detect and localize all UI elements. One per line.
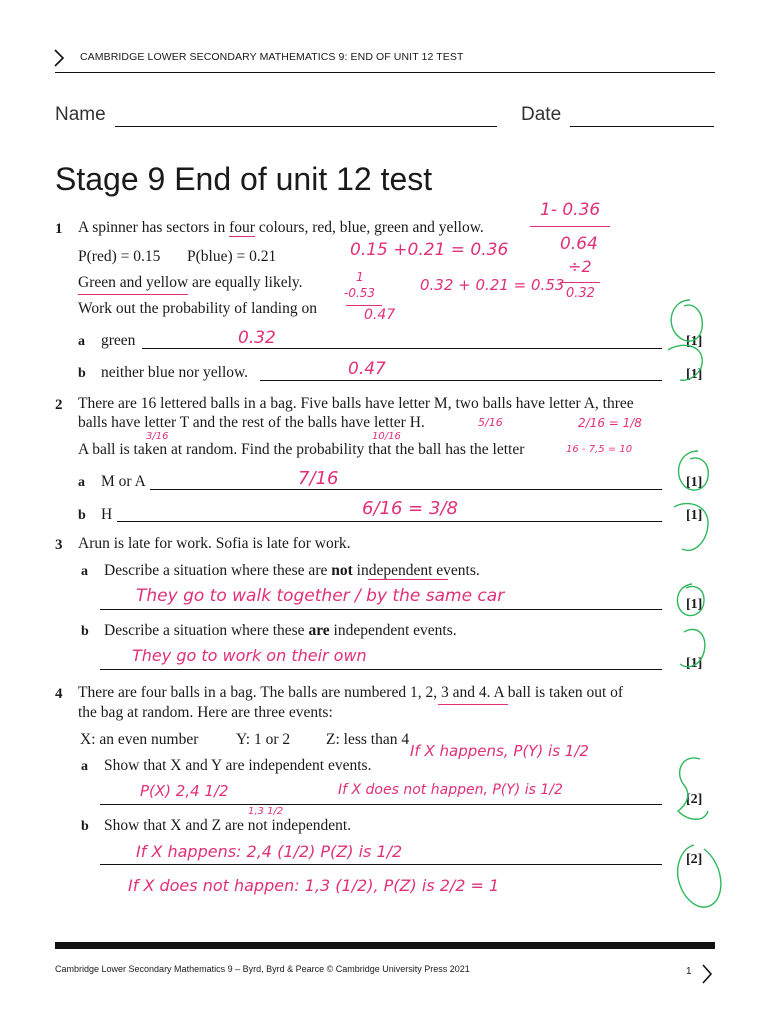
page-title: Stage 9 End of unit 12 test [55, 161, 433, 197]
q1a-label: a [78, 334, 85, 349]
q3b-marks: [1] [686, 656, 703, 671]
q3a-text-pre: Describe a situation where these are [104, 562, 332, 579]
q3b-text-post: independent events. [329, 622, 457, 639]
q4a-answer-3: If X does not happen, P(Y) is 1/2 [338, 782, 563, 798]
q1-stem-four: four [229, 219, 255, 236]
q4b-answer-1: If X happens: 2,4 (1/2) P(Z) is 1/2 [136, 842, 403, 861]
q1-instruction: Work out the probability of landing on [78, 300, 317, 317]
q1a-marks: [1] [686, 334, 703, 349]
q4b-answer-2: If X does not happen: 1,3 (1/2), P(Z) is 2/2 = 1 [128, 876, 500, 895]
q1-p-red: P(red) = 0.15 [78, 248, 161, 265]
q4b-marks: [2] [686, 852, 703, 867]
q2-work-1: 5/16 [478, 416, 503, 429]
chevron-right-icon [52, 48, 66, 68]
q3a-text-bold: not [331, 562, 353, 579]
q4-line1: There are four balls in a bag. The balls are numbered 1, 2, 3 and 4. A ball is taken out of [78, 684, 624, 701]
q2-work-4: 10/16 [372, 431, 401, 442]
q3a-marks: [1] [686, 597, 703, 612]
q4a-marks: [2] [686, 792, 703, 807]
footer-bar [55, 942, 715, 949]
q1-work-rule-2 [560, 282, 600, 283]
q4-check-marks [664, 745, 728, 925]
q4a-answer-1: If X happens, P(Y) is 1/2 [410, 742, 589, 760]
q2a-marks: [1] [686, 475, 703, 490]
q4b-text: Show that X and Z are not independent. [104, 817, 352, 834]
q1-work-rule-1 [530, 226, 610, 227]
q1a-answer-line[interactable] [142, 348, 662, 349]
q1-equal-underline [78, 294, 188, 295]
header-title: CAMBRIDGE LOWER SECONDARY MATHEMATICS 9: END OF UNIT 12 TEST [80, 51, 464, 63]
page-number: 1 [686, 966, 692, 977]
q4-event-z: Z: less than 4 [326, 731, 410, 748]
q3b-text-bold: are [308, 622, 330, 639]
q1a-text: green [101, 332, 136, 349]
q2b-marks: [1] [686, 508, 703, 523]
footer-credit: Cambridge Lower Secondary Mathematics 9 – Byrd, Byrd & Pearce © Cambridge University Press 2021 [55, 964, 470, 974]
q2-line1: There are 16 lettered balls in a bag. Five balls have letter M, two balls have letter A, three [78, 395, 634, 412]
q2-line2: balls have letter T and the rest of the balls have letter H. [78, 414, 425, 431]
q4-underline [438, 704, 508, 705]
q2a-answer-line[interactable] [150, 489, 662, 490]
q2-check-marks [664, 445, 724, 565]
q4a-answer-2: P(X) 2,4 1/2 [140, 782, 229, 800]
q1-work-8: -0.53 [344, 286, 376, 300]
date-label: Date [521, 104, 562, 125]
q4a-text: Show that X and Y are independent events. [104, 757, 372, 774]
name-label: Name [55, 104, 106, 125]
q2b-answer: 6/16 = 3/8 [362, 498, 458, 519]
q4-number: 4 [55, 686, 63, 702]
q4a-answer-line[interactable] [100, 804, 662, 805]
q1-work-6: 0.32 + 0.21 = 0.53 [420, 276, 565, 294]
q2a-label: a [78, 475, 85, 490]
q1-equal: Green and yellow are equally likely. [78, 274, 303, 291]
q4-event-x: X: an even number [80, 731, 199, 748]
q4b-label: b [81, 819, 89, 834]
q1b-answer-line[interactable] [260, 380, 662, 381]
q2b-text: H [101, 506, 113, 523]
q3-stem: Arun is late for work. Sofia is late for work. [78, 535, 351, 552]
q2-line3: A ball is taken at random. Find the probability that the ball has the letter [78, 441, 525, 458]
q3a-label: a [81, 564, 88, 579]
q2-work-2: 2/16 = 1/8 [578, 416, 642, 430]
q1-work-9: 0.47 [364, 307, 396, 323]
q3b-answer: They go to work on their own [132, 646, 367, 665]
q3-number: 3 [55, 537, 63, 553]
header-rule [55, 72, 715, 73]
q2a-text: M or A [101, 473, 146, 490]
q1-check-marks [660, 292, 720, 392]
date-field[interactable] [570, 126, 714, 127]
next-page-chevron-icon[interactable] [700, 963, 714, 985]
q1-stem-post: colours, red, blue, green and yellow. [254, 219, 484, 236]
q3a-underline [368, 579, 448, 580]
q1b-marks: [1] [686, 367, 703, 382]
name-field[interactable] [115, 126, 497, 127]
q2-work-3: 3/16 [146, 431, 169, 442]
q1-work-rule-3 [346, 305, 382, 306]
q3a-answer-line[interactable] [100, 609, 662, 610]
q3a-answer: They go to walk together / by the same car [136, 586, 505, 606]
q1-stem [78, 217, 484, 239]
q1b-answer: 0.47 [348, 359, 386, 379]
q1b-label: b [78, 366, 86, 381]
q1-work-2: 0.15 +0.21 = 0.36 [350, 240, 509, 260]
q4a-label: a [81, 759, 88, 774]
q2-number: 2 [55, 397, 63, 413]
q2b-label: b [78, 508, 86, 523]
q1-work-5: 0.32 [566, 286, 595, 301]
q1a-answer: 0.32 [238, 328, 276, 348]
q4b-answer-line[interactable] [100, 864, 662, 865]
q1-work-1: 1- 0.36 [540, 200, 601, 220]
q4-line2: the bag at random. Here are three events: [78, 704, 333, 721]
q3-check-marks [664, 580, 724, 680]
q1-work-3: 0.64 [560, 234, 598, 254]
q1-work-7: 1 [356, 270, 364, 284]
q3b-answer-line[interactable] [100, 669, 662, 670]
q1-number: 1 [55, 221, 63, 237]
q3b-text-pre: Describe a situation where these [104, 622, 309, 639]
q4-event-y: Y: 1 or 2 [236, 731, 291, 748]
q3a-text-post: independent events. [352, 562, 480, 579]
q1-p-blue: P(blue) = 0.21 [187, 248, 277, 265]
q4a-answer-4: 1,3 1/2 [248, 806, 284, 817]
q3b-label: b [81, 624, 89, 639]
q1b-text: neither blue nor yellow. [101, 364, 249, 381]
q2a-answer: 7/16 [298, 468, 339, 489]
q2b-answer-line[interactable] [117, 521, 662, 522]
q1-work-4: ÷2 [568, 257, 592, 276]
q1-stem-pre: A spinner has sectors in [78, 219, 230, 236]
q2-work-5: 16 - 7,5 = 10 [566, 444, 633, 455]
q3b-text [104, 620, 457, 642]
